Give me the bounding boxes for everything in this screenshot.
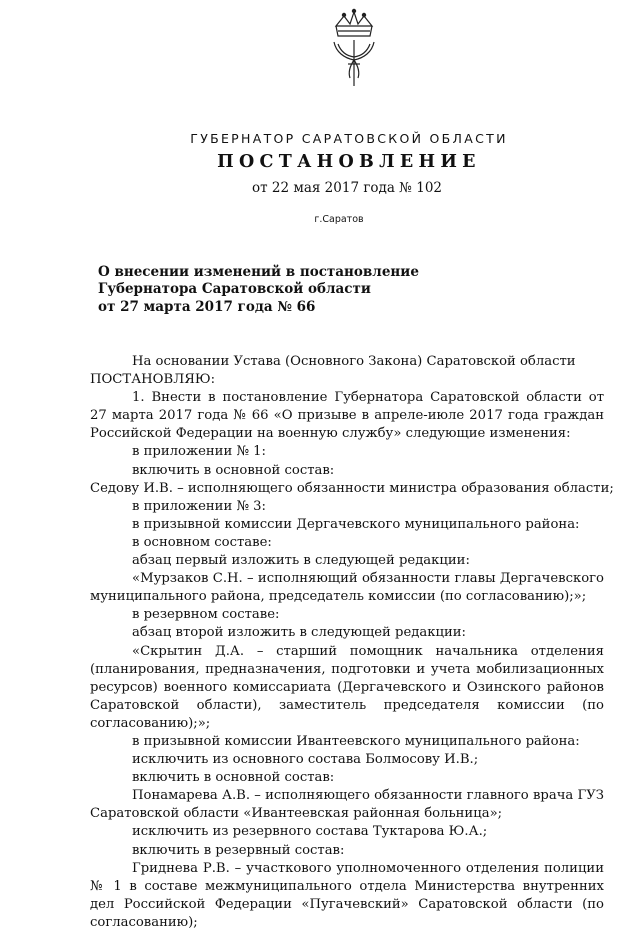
- paragraph-gridnev: Гриднева Р.В. – участкового уполномоченного отделения полиции № 1 в составе межмуниципального отдела Министерства внутренних дел Российской Федерации «Пугачевский» Саратовской области (по согласованию);: [90, 860, 604, 930]
- paragraph-basis: На основании Устава (Основного Закона) Саратовской области: [132, 354, 576, 369]
- document-title: [98, 264, 498, 316]
- title-line-3: от 27 марта 2017 года № 66: [98, 298, 316, 315]
- paragraph-murzakov: «Мурзаков С.Н. – исполняющий обязанности главы Дергачевского муниципального района, председатель комиссии (по согласованию);»;: [90, 571, 604, 605]
- paragraph-resolve: ПОСТАНОВЛЯЮ:: [90, 372, 216, 388]
- paragraph-main-composition: в основном составе:: [132, 534, 272, 550]
- issue-city: г.Саратов: [314, 214, 364, 225]
- paragraph-appendix-3: в приложении № 3:: [132, 498, 266, 514]
- paragraph-skrytin: «Скрытин Д.А. – старший помощник начальника отделения (планирования, предназначения, подготовки и учета мобилизационных ресурсов) военного комиссариата (Дергачевского и Озинского районов Саратовской области), заместитель председателя комиссии (по согласованию);»;: [90, 643, 604, 731]
- paragraph-appendix-1: в приложении № 1:: [132, 444, 266, 460]
- paragraph-dergachevsky-commission: в призывной комиссии Дергачевского муниципального района:: [132, 516, 580, 532]
- paragraph-include-main: включить в основной состав:: [132, 462, 335, 478]
- paragraph-item-1: 1. Внести в постановление Губернатора Саратовской области от 27 марта 2017 года № 66 «О призыве в апреле-июле 2017 года граждан Российской Федерации на военную службу» следующие изменения:: [90, 390, 604, 442]
- document-type-heading: ПОСТАНОВЛЕНИЕ: [217, 152, 481, 172]
- title-line-1: О внесении изменений в постановление: [98, 264, 419, 280]
- paragraph-ivanteevsky-commission: в призывной комиссии Ивантеевского муниципального района:: [132, 733, 580, 749]
- paragraph-sedova: Седову И.В. – исполняющего обязанности министра образования области;: [90, 480, 614, 496]
- paragraph-include-reserve: включить в резервный состав:: [132, 842, 345, 858]
- crown-emblem-icon: [314, 8, 394, 92]
- paragraph-exclude-tuktarov: исключить из резервного состава Туктарова Ю.А.;: [132, 824, 488, 840]
- document-date-number: от 22 мая 2017 года № 102: [251, 180, 443, 196]
- paragraph-include-main-2: включить в основной состав:: [132, 770, 335, 786]
- title-line-2: Губернатора Саратовской области: [98, 281, 371, 298]
- document-body: [90, 353, 614, 932]
- paragraph-second-abstract: абзац второй изложить в следующей редакции:: [132, 625, 467, 641]
- paragraph-first-abstract: абзац первый изложить в следующей редакции:: [132, 553, 470, 569]
- paragraph-ponamarev: Понамарева А.В. – исполняющего обязанности главного врача ГУЗ Саратовской области «Ивантеевская районная больница»;: [90, 788, 604, 822]
- paragraph-reserve-composition: в резервном составе:: [132, 607, 280, 623]
- paragraph-exclude-bolmosova: исключить из основного состава Болмосову И.В.;: [132, 752, 479, 768]
- issuing-authority: ГУБЕРНАТОР САРАТОВСКОЙ ОБЛАСТИ: [190, 131, 508, 146]
